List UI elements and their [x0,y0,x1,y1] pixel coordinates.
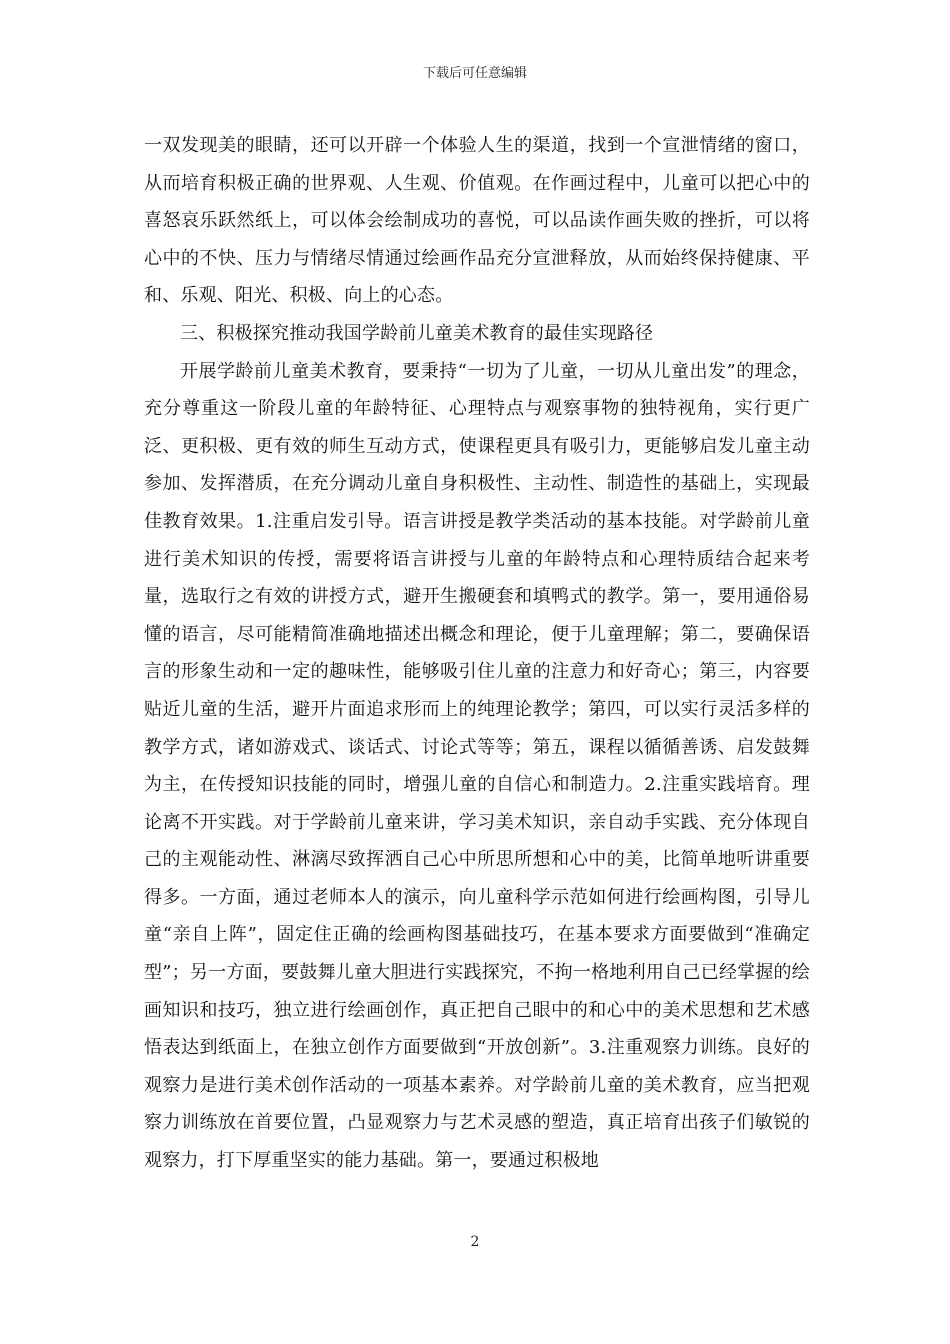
page-header: 下载后可任意编辑 [422,66,527,81]
document-body [144,127,810,1180]
paragraph-continuation: 一双发现美的眼睛，还可以开辟一个体验人生的渠道，找到一个宣泄情绪的窗口，从而培育积极正确的世界观、人生观、价值观。在作画过程中，儿童可以把心中的喜怒哀乐跃然纸上，可以体会绘制成功的喜悦，可以品读作画失败的挫折，可以将心中的不快、压力与情绪尽情通过绘画作品充分宣泄释放，从而始终保持健康、平和、乐观、阳光、积极、向上的心态。 [144,135,810,307]
section-heading: 三、积极探究推动我国学龄前儿童美术教育的最佳实现路径 [180,322,654,344]
paragraph-main: 开展学龄前儿童美术教育，要秉持“一切为了儿童，一切从儿童出发”的理念，充分尊重这一阶段儿童的年龄特征、心理特点与观察事物的独特视角，实行更广泛、更积极、更有效的师生互动方式，使课程更具有吸引力，更能够启发儿童主动参加、发挥潜质，在充分调动儿童自身积极性、主动性、制造性的基础上，实现最佳教育效果。1.注重启发引导。语言讲授是教学类活动的基本技能。对学龄前儿童进行美术知识的传授，需要将语言讲授与儿童的年龄特点和心理特质结合起来考量，选取行之有效的讲授方式，避开生搬硬套和填鸭式的教学。第一，要用通俗易懂的语言，尽可能精简准确地描述出概念和理论，便于儿童理解；第二，要确保语言的形象生动和一定的趣味性，能够吸引住儿童的注意力和好奇心；第三，内容要贴近儿童的生活，避开片面追求形而上的纯理论教学；第四，可以实行灵活多样的教学方式，诸如游戏式、谈话式、讨论式等等；第五，课程以循循善诱、启发鼓舞为主，在传授知识技能的同时，增强儿童的自信心和制造力。2.注重实践培育。理论离不开实践。对于学龄前儿童来讲，学习美术知识，亲自动手实践、充分体现自己的主观能动性、淋漓尽致挥洒自己心中所思所想和心中的美，比简单地听讲重要得多。一方面，通过老师本人的演示，向儿童科学示范如何进行绘画构图，引导儿童“亲自上阵”，固定住正确的绘画构图基础技巧，在基本要求方面要做到“准确定型”；另一方面，要鼓舞儿童大胆进行实践探究，不拘一格地利用自己已经掌握的绘画知识和技巧，独立进行绘画创作，真正把自己眼中的和心中的美术思想和艺术感悟表达到纸面上，在独立创作方面要做到“开放创新”。3.注重观察力训练。良好的观察力是进行美术创作活动的一项基本素养。对学龄前儿童的美术教育，应当把观察力训练放在首要位置，凸显观察力与艺术灵感的塑造，真正培育出孩子们敏锐的观察力，打下厚重坚实的能力基础。第一，要通过积极地 [144,360,810,1172]
page-number: 2 [470,1234,480,1250]
